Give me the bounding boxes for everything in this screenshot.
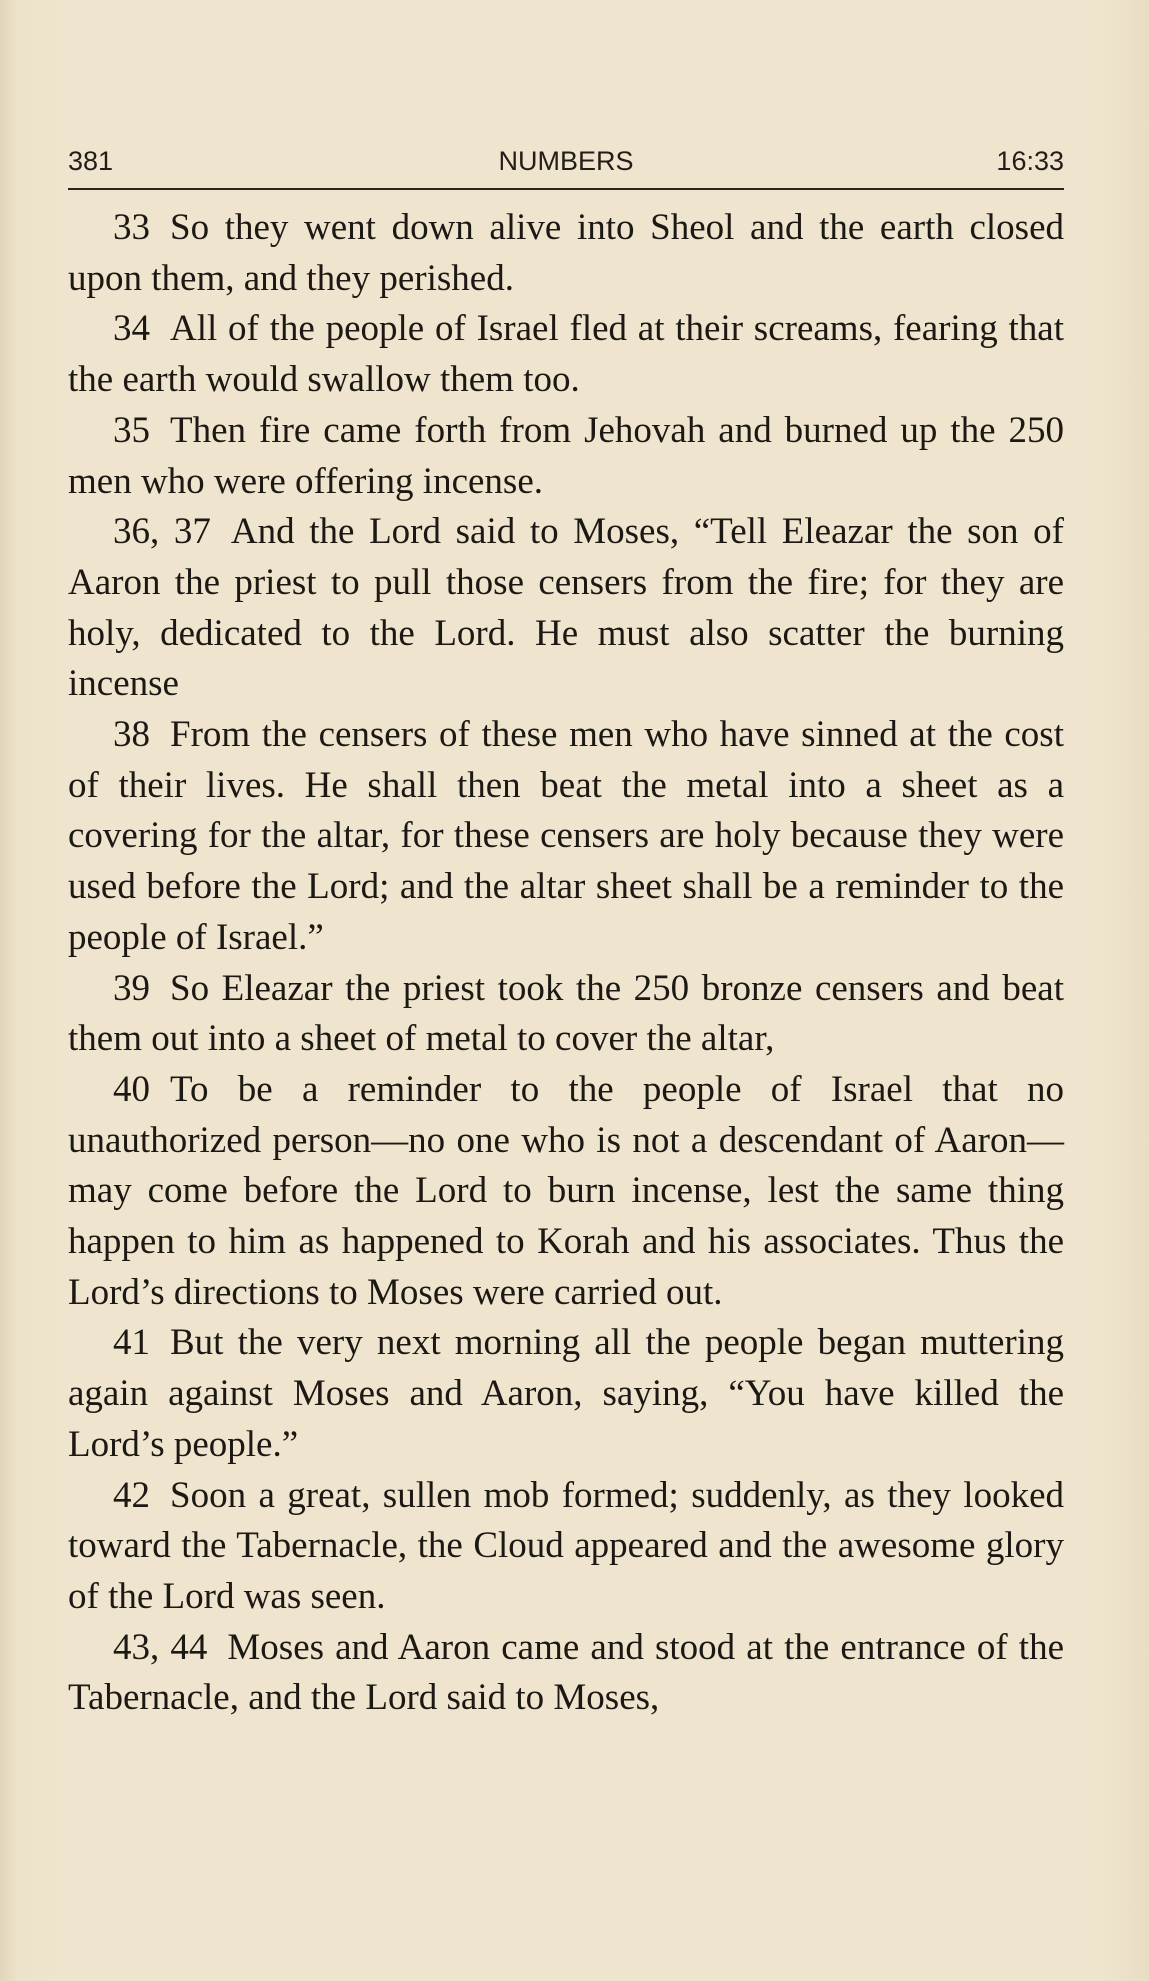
chapter-verse-reference: 16:33: [996, 146, 1064, 176]
verse-text: So Eleazar the priest took the 250 bronze censers and beat them out into a sheet of metal to cover the altar,: [68, 967, 1064, 1060]
verse-text: All of the people of Israel fled at their screams, fearing that the earth would swallow them too.: [68, 308, 1064, 401]
verse-number: 41: [113, 1322, 150, 1364]
verse: [68, 1471, 1064, 1623]
verse-text: From the censers of these men who have sinned at the cost of their lives. He shall then beat the metal into a sheet as a covering for the altar, for these censers are holy because they were used before the Lord; and the altar sheet shall be a reminder to the people of Israel.”: [68, 714, 1064, 958]
verse-text: Moses and Aaron came and stood at the entrance of the Tabernacle, and the Lord said to Moses,: [68, 1626, 1064, 1719]
verse: [68, 1065, 1064, 1319]
verse: [68, 1623, 1064, 1724]
verse: [68, 964, 1064, 1065]
running-header: [68, 142, 1064, 190]
verse: [68, 710, 1064, 964]
page-number: 381: [68, 146, 114, 176]
book-title: NUMBERS: [498, 146, 634, 176]
verse-text: So they went down alive into Sheol and the earth closed upon them, and they perished.: [68, 207, 1064, 299]
verse-text: Then fire came forth from Jehovah and burned up the 250 men who were offering incense.: [68, 409, 1064, 502]
verse-number: 35: [113, 409, 150, 451]
verse: [68, 507, 1064, 710]
verse: [68, 203, 1064, 304]
verse-text: But the very next morning all the people began muttering again against Moses and Aaron, saying, “You have killed the Lord’s people.”: [68, 1322, 1064, 1465]
verse-text: To be a reminder to the people of Israel that no unauthorized person—no one who is not a descendant of Aaron—may come before the Lord to burn incense, lest the same thing happen to him as happened to Korah and his associates. Thus the Lord’s directions to Moses were carried out.: [68, 1068, 1064, 1313]
verse: [68, 304, 1064, 405]
verse-text: Soon a great, sullen mob formed; suddenly, as they looked toward the Tabernacle, the Cloud appeared and the awesome glory of the Lord was seen.: [68, 1474, 1064, 1617]
verse-number: 40: [113, 1068, 150, 1110]
verse-number: 33: [113, 207, 150, 248]
verse-number: 36, 37: [113, 511, 211, 553]
verse: [68, 406, 1064, 507]
body-text: [68, 203, 1064, 1724]
verse-number: 34: [113, 308, 150, 350]
verse-number: 42: [113, 1474, 150, 1516]
verse-number: 43, 44: [113, 1626, 208, 1668]
verse: [68, 1318, 1064, 1470]
verse-number: 39: [113, 967, 150, 1009]
verse-number: 38: [113, 714, 150, 756]
verse-text: And the Lord said to Moses, “Tell Eleazar the son of Aaron the priest to pull those censers from the fire; for they are holy, dedicated to the Lord. He must also scatter the burning incense: [68, 511, 1064, 705]
